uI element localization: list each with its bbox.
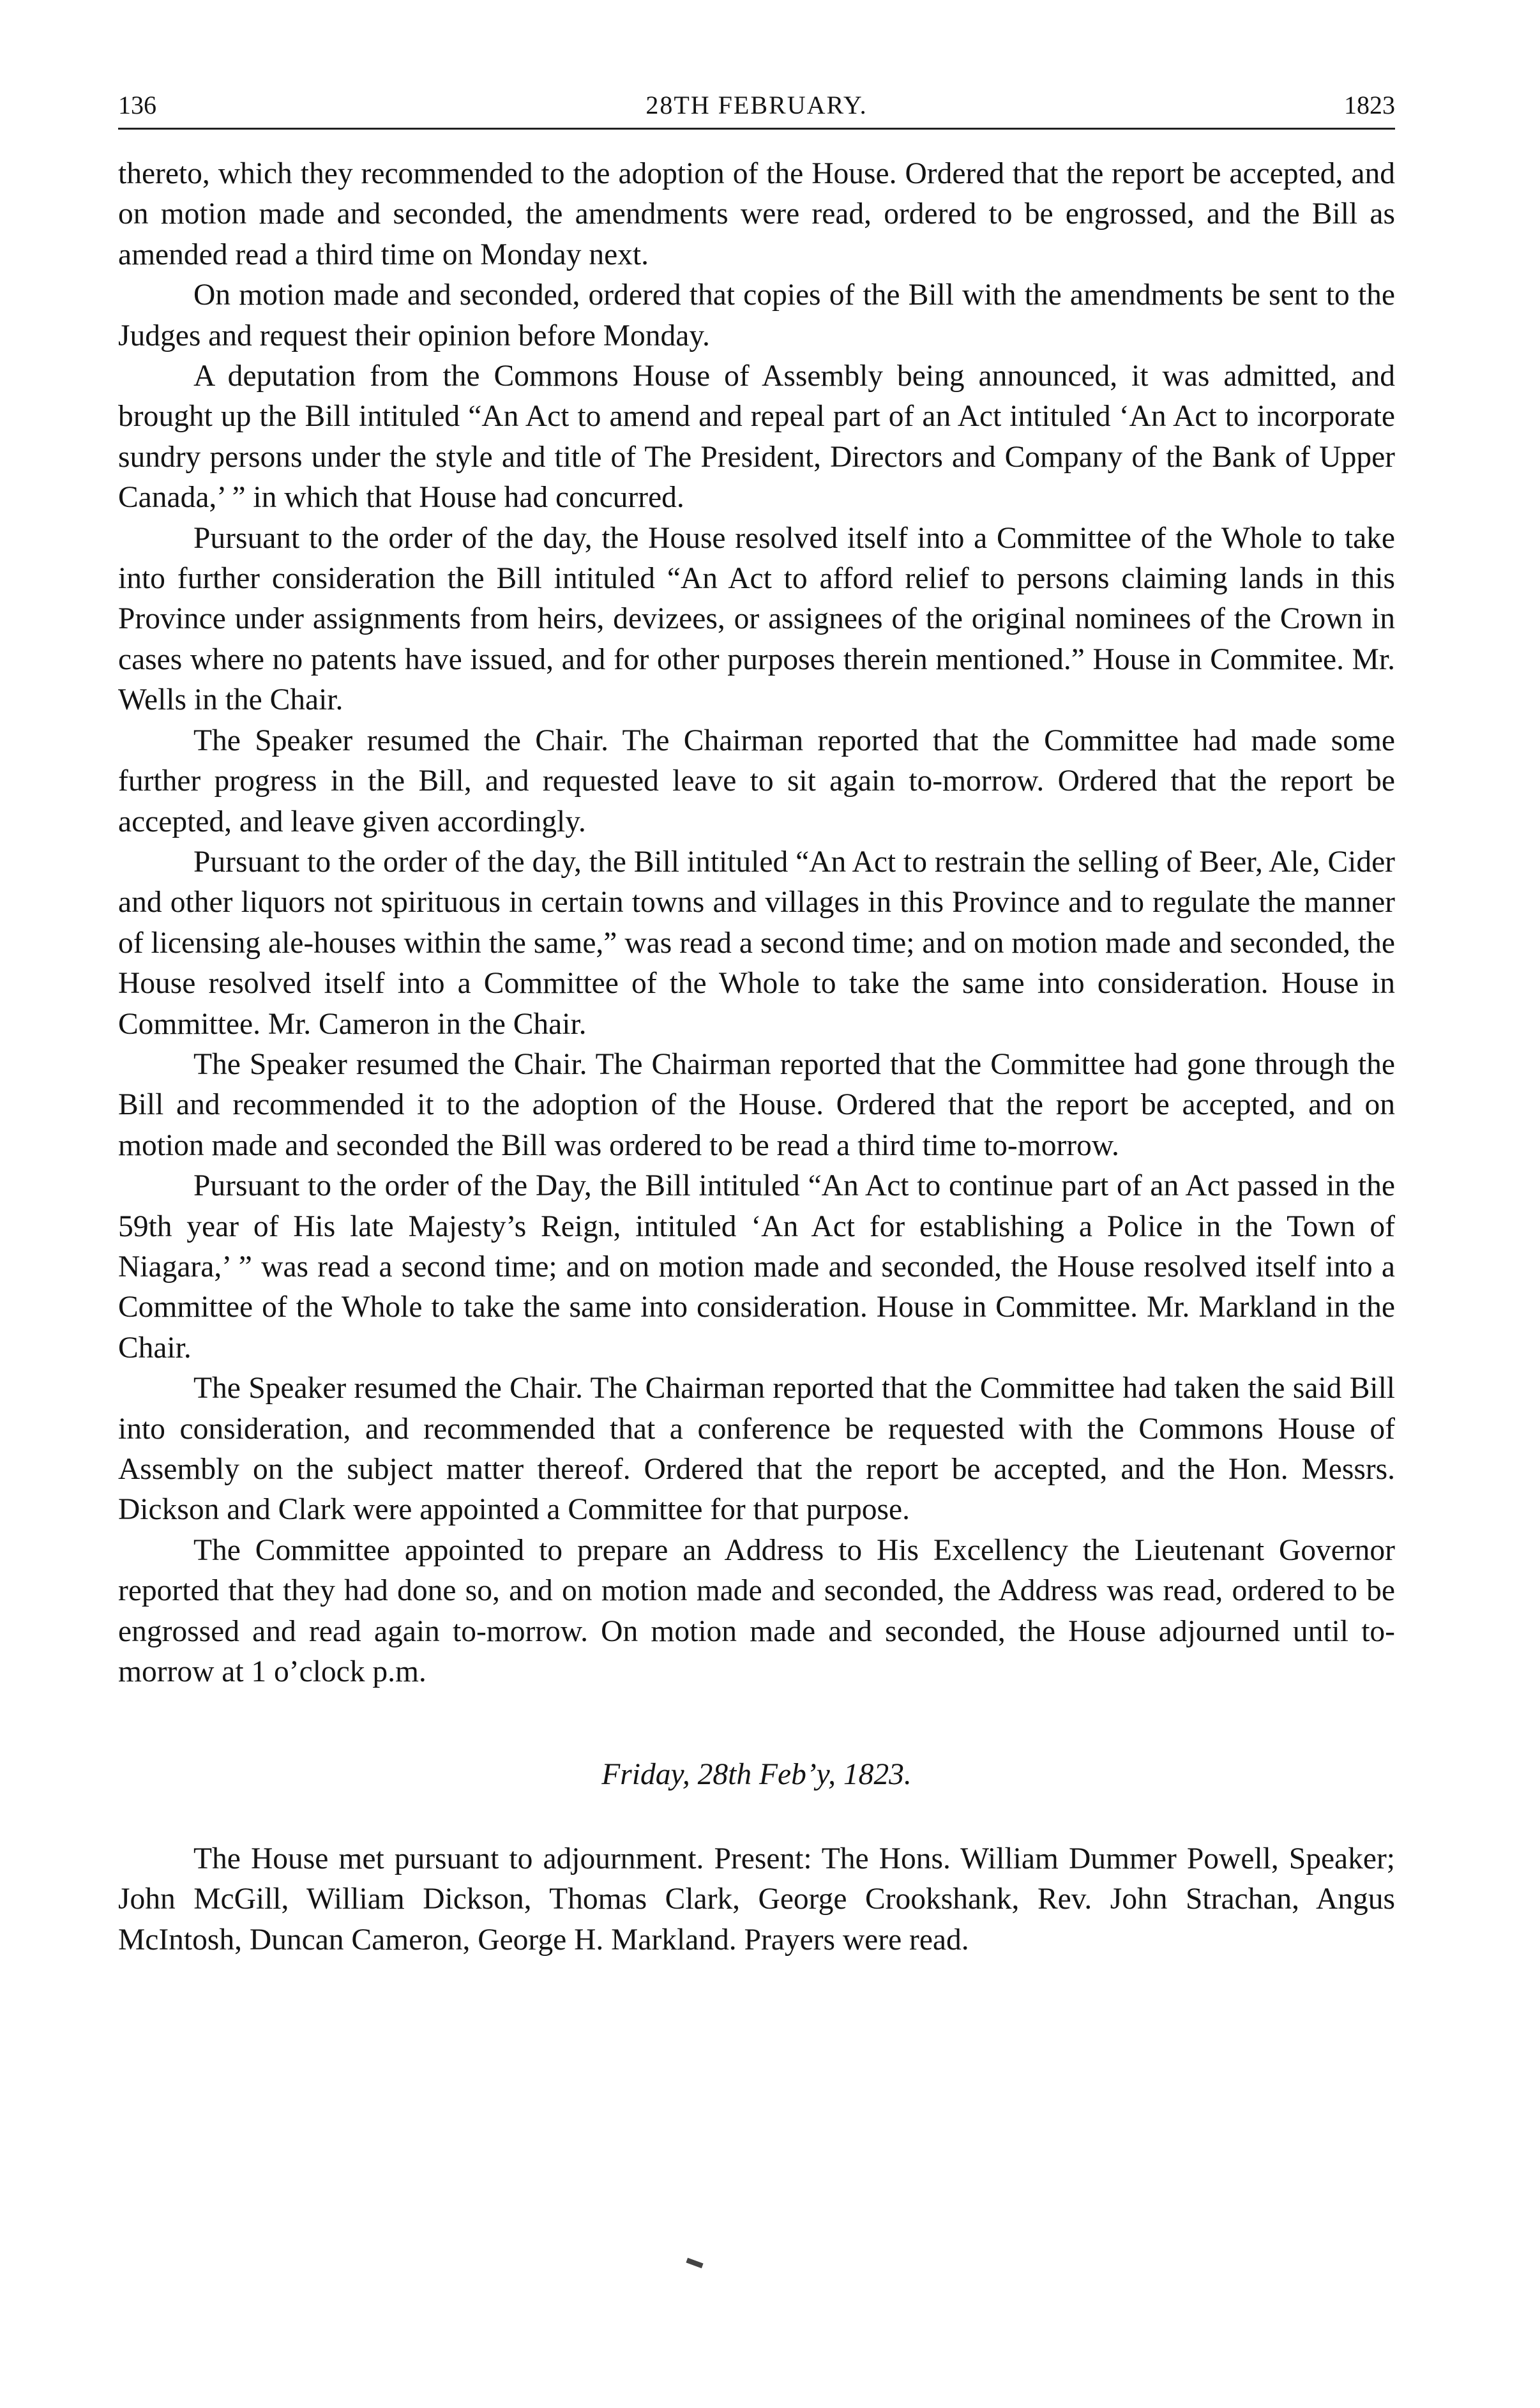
page-number: 136 [118, 91, 156, 119]
running-header [118, 83, 1395, 130]
paragraph: Pursuant to the order of the day, the Bill intituled “An Act to restrain the selling of Beer, Ale, Cider and other liquors not spirituous in certain towns and villages in this Province and to regulate the manner of licensing ale-houses within the same,” was read a second time; and on motion made and seconded, the House resolved itself into a Committee of the Whole to take the same into consideration. House in Committee. Mr. Cameron in the Chair. [118, 845, 1395, 1041]
paragraph: The Speaker resumed the Chair. The Chairman reported that the Committee had gone through the Bill and recommended it to the adoption of the House. Ordered that the report be accepted, and on motion made and seconded the Bill was ordered to be read a third time to-morrow. [118, 1047, 1395, 1162]
paragraph: The Committee appointed to prepare an Address to His Excellency the Lieutenant Governor reported that they had done so, and on motion made and seconded, the Address was read, ordered to be engrossed and read again to-morrow. On motion made and seconded, the House adjourned until to-morrow at 1 o’clock p.m. [118, 1533, 1395, 1689]
paragraph: Pursuant to the order of the Day, the Bill intituled “An Act to continue part of an Act passed in the 59th year of His late Majesty’s Reign, intituled ‘An Act for establishing a Police in the Town of Niagara,’ ” was read a second time; and on motion made and seconded, the House resolved itself into a Committee of the Whole to take the same into consideration. House in Committee. Mr. Markland in the Chair. [118, 1169, 1395, 1365]
paragraph: On motion made and seconded, ordered that copies of the Bill with the amendments be sent to the Judges and request their opinion before Monday. [118, 278, 1395, 352]
page-content [118, 83, 1395, 1960]
paragraph: A deputation from the Commons House of Assembly being announced, it was admitted, and brought up the Bill intituled “An Act to amend and repeal part of an Act intituled ‘An Act to incorporate sundry persons under the style and title of The President, Directors and Company of the Bank of Upper Canada,’ ” in which that House had concurred. [118, 360, 1395, 515]
dateline: Friday, 28th Feb’y, 1823. [601, 1758, 912, 1792]
paragraph: The House met pursuant to adjournment. Present: The Hons. William Dummer Powell, Speaker; John McGill, William Dickson, Thomas Clark, George Crookshank, Rev. John Strachan, Angus McIntosh, Duncan Cameron, George H. Markland. Prayers were read. [118, 1842, 1395, 1957]
paragraph: thereto, which they recommended to the adoption of the House. Ordered that the report be accepted, and on motion made and seconded, the amendments were read, ordered to be engrossed, and the Bill as amended read a third time on Monday next. [118, 157, 1395, 271]
body-text [118, 154, 1395, 1960]
paragraph: The Speaker resumed the Chair. The Chairman reported that the Committee had taken the said Bill into consideration, and recommended that a conference be requested with the Commons House of Assembly on the subject matter thereof. Ordered that the report be accepted, and the Hon. Messrs. Dickson and Clark were appointed a Committee for that purpose. [118, 1372, 1395, 1527]
paragraph: The Speaker resumed the Chair. The Chairman reported that the Committee had made some further progress in the Bill, and requested leave to sit again to-morrow. Ordered that the report be accepted, and leave given accordingly. [118, 723, 1395, 838]
paragraph: Pursuant to the order of the day, the House resolved itself into a Committee of the Whole to take into further consideration the Bill intituled “An Act to afford relief to persons claiming lands in this Province under assignments from heirs, devizees, or assignees of the original nominees of the Crown in cases where no patents have issued, and for other purposes therein mentioned.” House in Commitee. Mr. Wells in the Chair. [118, 521, 1395, 717]
header-year: 1823 [1344, 91, 1395, 119]
ink-mark [686, 2258, 703, 2268]
running-title: 28TH FEBRUARY. [645, 91, 868, 119]
